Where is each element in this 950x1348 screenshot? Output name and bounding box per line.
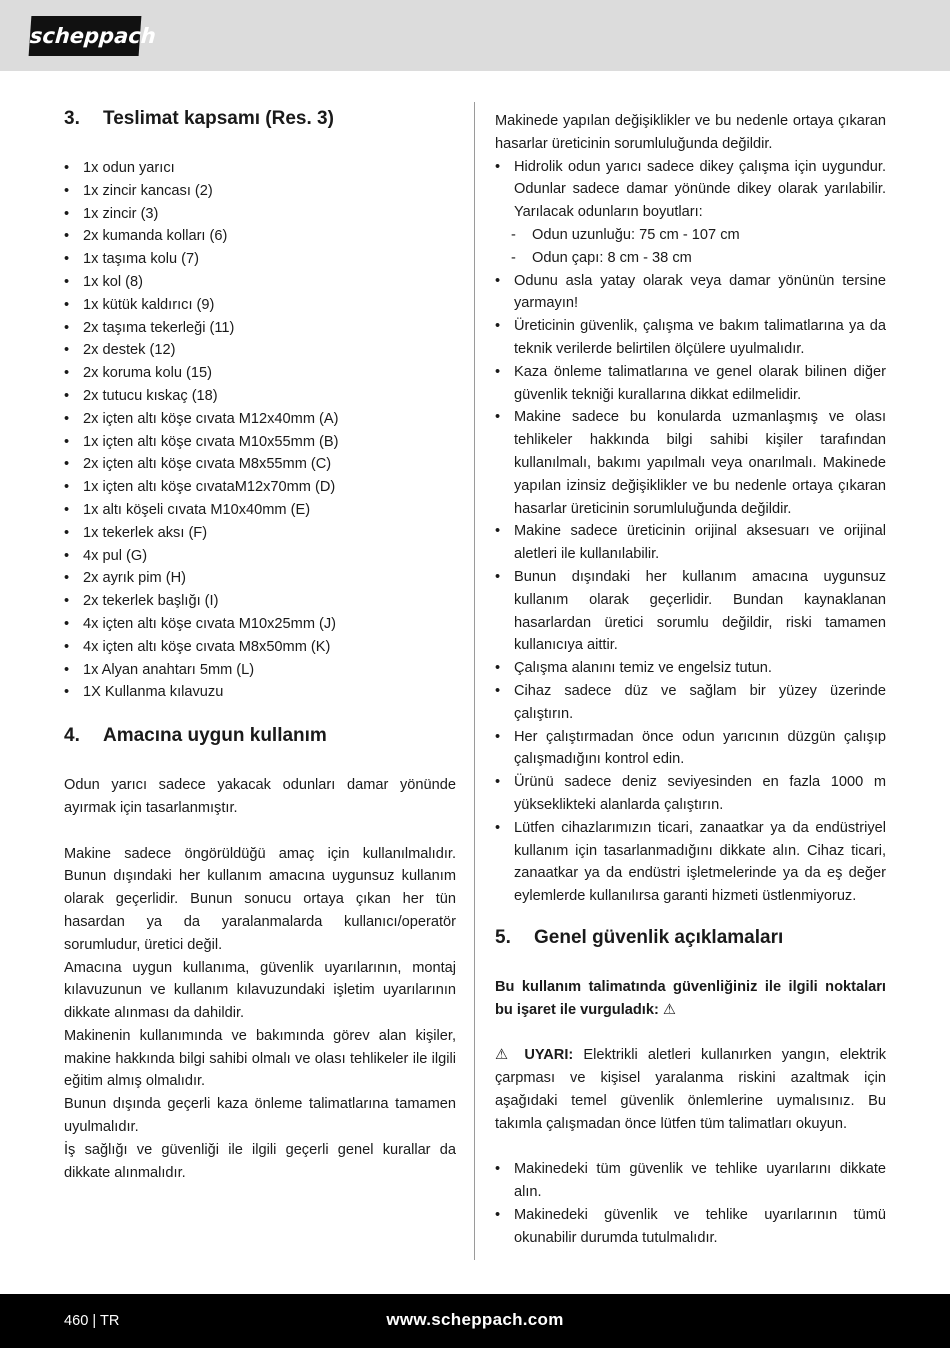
list-item: • 1x içten altı köşe cıvata M10x55mm (B)	[64, 431, 456, 454]
list-item: • 4x içten altı köşe cıvata M8x50mm (K)	[64, 636, 456, 659]
list-item: • 1x kütük kaldırıcı (9)	[64, 294, 456, 317]
list-item: • 1x içten altı köşe cıvataM12x70mm (D)	[64, 476, 456, 499]
list-item: • 1X Kullanma kılavuzu	[64, 681, 456, 704]
list-item: • 1x taşıma kolu (7)	[64, 248, 456, 271]
section-title: Teslimat kapsamı (Res. 3)	[103, 108, 334, 129]
section-title: Genel güvenlik açıklamaları	[534, 926, 784, 948]
page-footer	[0, 1294, 950, 1348]
paragraph: Makinede yapılan değişiklikler ve bu nedenle ortaya çıkaran hasarlar üreticinin sorumluluğunda değildir.	[495, 113, 886, 152]
section-number: 4.	[64, 725, 80, 747]
section-3-heading	[64, 105, 456, 133]
list-item: • Lütfen cihazlarımızın ticari, zanaatkar ya da endüstriyel kullanım için tasarlanmadığını dikkate alın. Cihaz ticari, zanaatkar ya da endüstri işletmelerinde ya da eş değer eylemlerde kullanılırsa garanti hizmeti üstlenmiyoruz.	[495, 817, 886, 908]
list-item: • 1x kol (8)	[64, 271, 456, 294]
paragraph: Makine sadece öngörüldüğü amaç için kullanılmalıdır. Bunun dışındaki her kullanım amacına uygunsuz kullanım olarak geçerlidir. Bunun sonucu ortaya çıkan her tün hasardan ya da yaralanmalarda kullanıcı/operatör sorumludur, üretici değil.	[64, 845, 456, 953]
list-item: • 1x zincir (3)	[64, 203, 456, 226]
list-item: • 1x Alyan anahtarı 5mm (L)	[64, 659, 456, 682]
list-item: • 2x koruma kolu (15)	[64, 362, 456, 385]
list-item: • Bunun dışındaki her kullanım amacına uygunsuz kullanım olarak geçerlidir. Bundan kaynaklanan hasarlardan üretici sorumlu değildir, riski tamamen kullanıcıya aittir.	[495, 566, 886, 657]
list-item: • 2x içten altı köşe cıvata M8x55mm (C)	[64, 453, 456, 476]
section-number: 3.	[64, 108, 80, 129]
section-5-heading	[495, 924, 886, 952]
paragraph: Odun yarıcı sadece yakacak odunları damar yönünde ayırmak için tasarlanmıştır.	[64, 777, 456, 816]
list-item: • 2x taşıma tekerleği (11)	[64, 317, 456, 340]
list-item: • Her çalıştırmadan önce odun yarıcının düzgün çalışıp çalışmadığını kontrol edin.	[495, 726, 886, 772]
list-item: • Çalışma alanını temiz ve engelsiz tutun.	[495, 657, 886, 680]
paragraph: Makinenin kullanımında ve bakımında görev alan kişiler, makine hakkında bilgi sahibi olmalı ve olası tehlikeler ile ilgili eğitim almış olmalıdır.	[64, 1027, 456, 1090]
list-item: • 2x tekerlek başlığı (I)	[64, 590, 456, 613]
list-item: • Ürünü sadece deniz seviyesinden en fazla 1000 m yükseklikteki alanlarda çalıştırın.	[495, 771, 886, 817]
list-item: - Odun uzunluğu: 75 cm - 107 cm	[495, 224, 886, 247]
list-item: • Makinedeki güvenlik ve tehlike uyarılarının tümü okunabilir durumda tutulmalıdır.	[495, 1204, 886, 1250]
list-item: • 1x odun yarıcı	[64, 157, 456, 180]
warning-label: ⚠ UYARI:	[495, 1047, 574, 1064]
left-column	[64, 105, 456, 1184]
column-divider	[474, 102, 475, 1260]
right-column	[495, 110, 886, 1249]
list-item: • 2x tutucu kıskaç (18)	[64, 385, 456, 408]
page-number: 460 | TR	[64, 1313, 120, 1329]
list-item: • 2x destek (12)	[64, 339, 456, 362]
list-item: • Odunu asla yatay olarak veya damar yönünün tersine yarmayın!	[495, 270, 886, 316]
list-item	[495, 156, 886, 270]
paragraph: Amacına uygun kullanıma, güvenlik uyarılarının, montaj kılavuzunun ve kullanım kılavuzundaki işletim uyarılarının dikkate alınması da dahildir.	[64, 959, 456, 1022]
list-item: • Makine sadece bu konularda uzmanlaşmış ve olası tehlikeler hakkında bilgi sahibi kişiler tarafından kullanılmalı, bakımı yapılmalı veya onarılmalı. Makinede yapılan izinsiz değişiklikler ve bu nedenle ortaya çıkaran hasarlar üreticinin sorumluluğunda değildir.	[495, 406, 886, 520]
delivery-scope-list	[64, 157, 456, 704]
usage-rules-list	[495, 156, 886, 908]
dimension-list	[495, 224, 886, 270]
list-item: - Odun çapı: 8 cm - 38 cm	[495, 247, 886, 270]
list-item: • Üreticinin güvenlik, çalışma ve bakım talimatlarına ya da teknik verilerde belirtilen ölçülere uyulmalıdır.	[495, 315, 886, 361]
list-item: • 4x içten altı köşe cıvata M10x25mm (J)	[64, 613, 456, 636]
list-item-text: Hidrolik odun yarıcı sadece dikey çalışma için uygundur. Odunlar sadece damar yönünde dikey olarak yarılabilir. Yarılacak odunların boyutları:	[514, 158, 886, 221]
list-item: • Cihaz sadece düz ve sağlam bir yüzey üzerinde çalıştırın.	[495, 680, 886, 726]
list-item: • 2x içten altı köşe cıvata M12x40mm (A)	[64, 408, 456, 431]
list-item: • Makine sadece üreticinin orijinal aksesuarı ve orijinal aletleri ile kullanılabilir.	[495, 520, 886, 566]
section-number: 5.	[495, 926, 511, 948]
list-item: • Makinedeki tüm güvenlik ve tehlike uyarılarını dikkate alın.	[495, 1158, 886, 1204]
safety-intro: Bu kullanım talimatında güvenliğiniz ile ilgili noktaları bu işaret ile vurguladık: ⚠	[495, 978, 886, 1018]
safety-list	[495, 1158, 886, 1249]
list-item: • 2x kumanda kolları (6)	[64, 225, 456, 248]
section-4-heading	[64, 722, 456, 750]
website-link: www.scheppach.com	[386, 1310, 564, 1329]
paragraph: İş sağlığı ve güvenliği ile ilgili geçerli genel kurallar da dikkate alınmalıdır.	[64, 1141, 456, 1181]
list-item: • 1x altı köşeli cıvata M10x40mm (E)	[64, 499, 456, 522]
list-item: • 2x ayrık pim (H)	[64, 567, 456, 590]
section-title: Amacına uygun kullanım	[103, 725, 327, 747]
list-item: • 1x tekerlek aksı (F)	[64, 522, 456, 545]
list-item: • 4x pul (G)	[64, 545, 456, 568]
list-item: • 1x zincir kancası (2)	[64, 180, 456, 203]
scheppach-logo: scheppach	[29, 16, 142, 56]
page-header	[0, 0, 950, 71]
warning-text: Elektrikli aletleri kullanırken yangın, elektrik çarpması ve kişisel yaralanma riskini azaltmak için aşağıdaki temel güvenlik önlemlerine uymalısınız. Bu takımla çalışmadan önce lütfen tüm talimatları okuyun.	[495, 1047, 886, 1132]
paragraph: Bunun dışında geçerli kaza önleme talimatlarına tamamen uyulmalıdır.	[64, 1096, 456, 1136]
list-item: • Kaza önleme talimatlarına ve genel olarak bilinen diğer güvenlik tekniği kurallarına dikkat edilmelidir.	[495, 361, 886, 407]
warning-paragraph	[495, 1044, 886, 1135]
